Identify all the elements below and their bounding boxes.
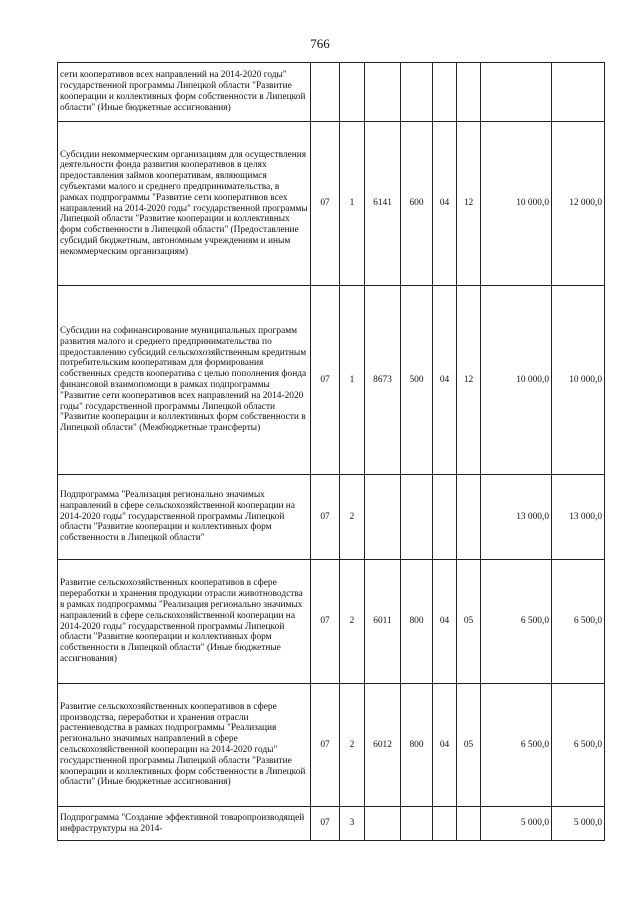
cell-value-1: 13 000,0	[481, 475, 552, 560]
cell-code-1: 07	[311, 807, 340, 841]
page-number: 766	[310, 36, 330, 51]
cell-code-3	[365, 475, 401, 560]
row-description: Подпрограмма "Реализация регионально значимых направлений в сфере сельскохозяйственной кооперации на 2014-2020 годы" государственной программы Липецкой области "Развитие кооперации и коллективных форм собственности в Липецкой области"	[58, 475, 311, 560]
cell-code-6: 12	[457, 122, 481, 286]
cell-code-3	[365, 807, 401, 841]
cell-value-2: 12 000,0	[552, 122, 605, 286]
cell-code-5: 04	[433, 560, 457, 684]
cell-code-4: 800	[401, 560, 433, 684]
cell-code-1: 07	[311, 286, 340, 475]
cell-code-5: 04	[433, 286, 457, 475]
cell-value-2: 6 500,0	[552, 560, 605, 684]
table-row	[58, 475, 605, 560]
cell-value-2: 10 000,0	[552, 286, 605, 475]
cell-code-6: 05	[457, 684, 481, 807]
table-row	[58, 286, 605, 475]
cell-code-5	[433, 475, 457, 560]
cell-code-1: 07	[311, 122, 340, 286]
cell-value-1: 10 000,0	[481, 122, 552, 286]
row-description: Развитие сельскохозяйственных кооперативов в сфере производства, переработки и хранения отрасли растениеводства в рамках подпрограммы "Реализация регионально значимых направлений в сфере сельскохозяйственной кооперации на 2014-2020 годы" государственной программы Липецкой области "Развитие кооперации и коллективных форм собственности в Липецкой области" (Иные бюджетные ассигнования)	[58, 684, 311, 807]
table-row	[58, 63, 605, 122]
cell-code-2: 2	[340, 475, 365, 560]
cell-code-3: 6012	[365, 684, 401, 807]
cell-code-5	[433, 63, 457, 122]
row-description: Субсидии некоммерческим организациям для осуществления деятельности фонда развития кооперативов в целях предоставления займов кооперативам, являющимся субъектами малого и среднего предпринимательства, в рамках подпрограммы "Развитие сети кооперативов всех направлений на 2014-2020 годы" государственной программы Липецкой области "Развитие кооперации и коллективных форм собственности в Липецкой области" (Предоставление субсидий бюджетным, автономным учреждениям и иным некоммерческим организациям)	[58, 122, 311, 286]
cell-code-4: 600	[401, 122, 433, 286]
cell-value-1: 10 000,0	[481, 286, 552, 475]
cell-code-5: 04	[433, 684, 457, 807]
cell-code-5	[433, 807, 457, 841]
cell-code-1	[311, 63, 340, 122]
cell-code-6: 05	[457, 560, 481, 684]
budget-table	[57, 62, 605, 841]
cell-value-2: 13 000,0	[552, 475, 605, 560]
cell-code-2: 1	[340, 122, 365, 286]
cell-code-4	[401, 807, 433, 841]
cell-code-4: 500	[401, 286, 433, 475]
cell-code-4	[401, 475, 433, 560]
cell-code-3: 8673	[365, 286, 401, 475]
cell-code-1: 07	[311, 475, 340, 560]
cell-code-4	[401, 63, 433, 122]
cell-code-2: 3	[340, 807, 365, 841]
table-row	[58, 684, 605, 807]
row-description: Субсидии на софинансирование муниципальных программ развития малого и среднего предпринимательства по предоставлению субсидий сельскохозяйственным кредитным потребительским кооперативам для формирования собственных средств кооператива с целью пополнения фонда финансовой взаимопомощи в рамках подпрограммы "Развитие сети кооперативов всех направлений на 2014-2020 годы" государственной программы Липецкой области "Развитие кооперации и коллективных форм собственности в Липецкой области" (Межбюджетные трансферты)	[58, 286, 311, 475]
cell-code-4: 800	[401, 684, 433, 807]
cell-code-3: 6011	[365, 560, 401, 684]
cell-code-1: 07	[311, 560, 340, 684]
cell-code-2: 1	[340, 286, 365, 475]
row-description: сети кооперативов всех направлений на 2014-2020 годы" государственной программы Липецкой области "Развитие кооперации и коллективных форм собственности в Липецкой области" (Иные бюджетные ассигнования)	[58, 63, 311, 122]
cell-code-2	[340, 63, 365, 122]
table-row	[58, 122, 605, 286]
row-description: Подпрограмма "Создание эффективной товаропроизводящей инфраструктуры на 2014-	[58, 807, 311, 841]
cell-value-1: 6 500,0	[481, 684, 552, 807]
cell-code-2: 2	[340, 560, 365, 684]
cell-code-6	[457, 475, 481, 560]
table-row	[58, 560, 605, 684]
row-description: Развитие сельскохозяйственных кооперативов в сфере переработки и хранения продукции отрасли животноводства в рамках подпрограммы "Реализация регионально значимых направлений в сфере сельскохозяйственной кооперации на 2014-2020 годы" государственной программы Липецкой области "Развитие кооперации и коллективных форм собственности в Липецкой области" (Иные бюджетные ассигнования)	[58, 560, 311, 684]
cell-code-6	[457, 807, 481, 841]
cell-code-6	[457, 63, 481, 122]
cell-value-2	[552, 63, 605, 122]
cell-value-2: 6 500,0	[552, 684, 605, 807]
table-row	[58, 807, 605, 841]
cell-code-3: 6141	[365, 122, 401, 286]
cell-code-6: 12	[457, 286, 481, 475]
cell-code-1: 07	[311, 684, 340, 807]
cell-code-2: 2	[340, 684, 365, 807]
cell-code-3	[365, 63, 401, 122]
cell-code-5: 04	[433, 122, 457, 286]
cell-value-1: 5 000,0	[481, 807, 552, 841]
cell-value-2: 5 000,0	[552, 807, 605, 841]
cell-value-1: 6 500,0	[481, 560, 552, 684]
cell-value-1	[481, 63, 552, 122]
